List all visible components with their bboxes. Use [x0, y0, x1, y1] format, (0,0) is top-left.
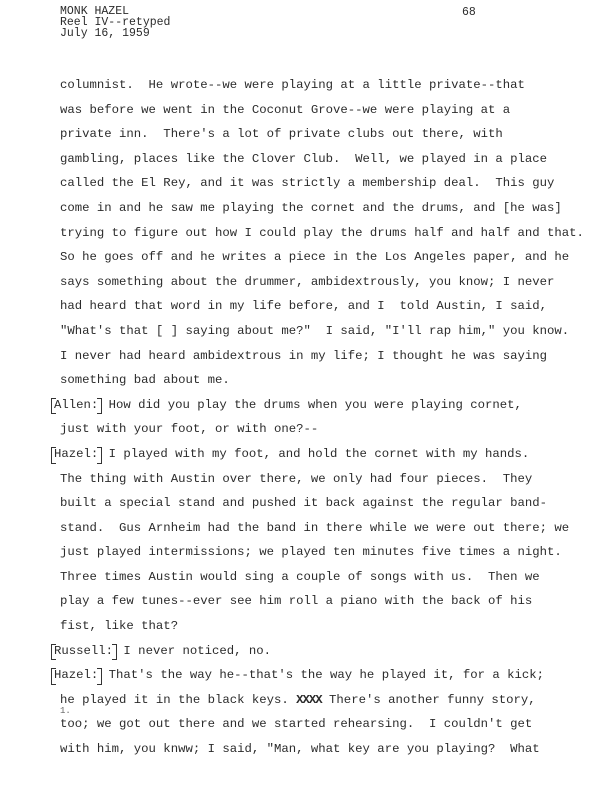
- transcript-line: [60, 344, 600, 369]
- transcript-line: [60, 540, 600, 565]
- transcript-line: [60, 467, 600, 492]
- line-text: he played it in the black keys.: [60, 692, 297, 707]
- transcript-line: [60, 417, 600, 442]
- line-text: was before we went in the Coconut Grove--we were playing at a: [60, 102, 511, 117]
- transcript-line: [60, 98, 600, 123]
- line-text: I never noticed, no.: [116, 643, 272, 658]
- transcript-line: [60, 221, 600, 246]
- line-text: stand. Gus Arnheim had the band in there while we were out there; we: [60, 520, 570, 535]
- bottom-mark: 1.: [60, 706, 71, 716]
- line-text: just played intermissions; we played ten minutes five times a night.: [60, 545, 562, 560]
- line-text: called the El Rey, and it was strictly a membership deal. This guy: [60, 176, 555, 191]
- transcript-line: [60, 712, 600, 737]
- line-text: I played with my foot, and hold the cornet with my hands.: [101, 446, 530, 461]
- speaker-label: Allen:: [52, 393, 101, 418]
- header-date: July 16, 1959: [60, 27, 150, 40]
- header-reel: Reel IV--retyped: [60, 16, 171, 29]
- transcript-line: [60, 270, 600, 295]
- line-text-continued: There's another funny story,: [321, 692, 536, 707]
- transcript-line: [54, 393, 600, 418]
- line-text: just with your foot, or with one?--: [60, 422, 319, 437]
- line-text: That's the way he--that's the way he played it, for a kick;: [101, 668, 545, 683]
- transcript-line: [60, 73, 600, 98]
- transcript-line: [60, 688, 600, 713]
- line-text: Three times Austin would sing a couple of songs with us. Then we: [60, 569, 540, 584]
- line-text: trying to figure out how I could play the drums half and half and that.: [60, 225, 584, 240]
- transcript-line: [60, 565, 600, 590]
- transcript-line: [60, 319, 600, 344]
- line-text: with him, you knww; I said, "Man, what key are you playing? What: [60, 742, 540, 757]
- transcript-line: [60, 196, 600, 221]
- line-text: says something about the drummer, ambidextrously, you know; I never: [60, 274, 555, 289]
- transcript-line: [60, 491, 600, 516]
- transcript-line: [54, 663, 600, 688]
- transcript-line: [54, 442, 600, 467]
- line-text: built a special stand and pushed it back against the regular band-: [60, 496, 548, 511]
- line-text: fist, like that?: [60, 619, 179, 634]
- transcript-line: [60, 122, 600, 147]
- page-number: 68: [462, 6, 476, 19]
- transcript-line: [60, 589, 600, 614]
- transcript-line: [60, 171, 600, 196]
- line-text: The thing with Austin over there, we only had four pieces. They: [60, 471, 533, 486]
- transcript-line: [60, 245, 600, 270]
- transcript-line: [60, 294, 600, 319]
- struck-text: XXXX: [296, 692, 322, 707]
- transcript-line: [60, 368, 600, 393]
- line-text: too; we got out there and we started rehearsing. I couldn't get: [60, 717, 533, 732]
- line-text: columnist. He wrote--we were playing at a little private--that: [60, 78, 525, 92]
- transcript-line: [60, 614, 600, 639]
- line-text: something bad about me.: [60, 373, 230, 388]
- line-text: gambling, places like the Clover Club. Well, we played in a place: [60, 151, 548, 166]
- line-text: private inn. There's a lot of private clubs out there, with: [60, 127, 503, 142]
- transcript-line: [60, 516, 600, 541]
- speaker-label: Russell:: [52, 639, 116, 664]
- header-block: [60, 6, 170, 39]
- line-text: play a few tunes--ever see him roll a piano with the back of his: [60, 594, 533, 609]
- line-text: had heard that word in my life before, and I told Austin, I said,: [60, 299, 548, 314]
- transcript-line: [60, 147, 600, 172]
- line-text: "What's that [ ] saying about me?" I said, "I'll rap him," you know.: [60, 323, 570, 338]
- transcript-body: [54, 73, 600, 762]
- speaker-label: Hazel:: [52, 663, 101, 688]
- line-text: come in and he saw me playing the cornet and the drums, and [he was]: [60, 200, 562, 215]
- line-text: I never had heard ambidextrous in my life; I thought he was saying: [60, 348, 548, 363]
- transcript-line: [54, 639, 600, 664]
- speaker-label: Hazel:: [52, 442, 101, 467]
- header-name: MONK HAZEL: [60, 5, 130, 18]
- line-text: So he goes off and he writes a piece in the Los Angeles paper, and he: [60, 250, 570, 265]
- transcript-line: [60, 737, 600, 762]
- line-text: How did you play the drums when you were playing cornet,: [101, 397, 522, 412]
